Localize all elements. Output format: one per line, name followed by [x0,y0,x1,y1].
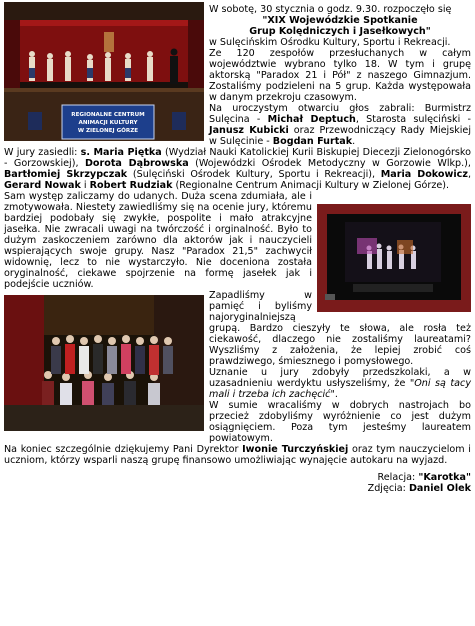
paragraph-opening: Na uroczystym otwarciu głos zabrali: Burmistrz Sulęcina - Michał Deptuch, Starosta sulęciński - Janusz Kubicki oraz Przewodniczący Rady Miejskiej w Sulęcinie - Bogdan Furtak. [209,103,471,147]
stage-performance-photo [4,2,204,141]
paragraph-jury: W jury zasiedli: s. Maria Piętka (Wydział Nauki Katolickiej Kurii Biskupiej Diecezji Zielonogórsko - Gorzowskiej), Dorota Dąbrowska (Wojewódzki Ośrodek Metodyczny w Gorzowie Wlkp.), Bartłomiej Skrzypczak (Sulęciński Ośrodek Kultury, Sportu i Rekreacji), Maria Dokowicz, Gerard Nowak i Robert Rudziak (Regionalne Centrum Animacji Kultury w Zielonej Górze). [4,147,471,191]
performance-screen-photo [317,204,471,312]
credits-report: Relacja: "Karotka" [377,472,471,483]
paragraph-memory: Zapadliśmy w pamięć i byliśmy najoryginalniejszą grupą. Bardzo cieszyły te słowa, ale rosła też ciekawość, dlaczego nie zostaliśmy laureatami? Wyszliśmy z założenia, że lepiej zrobić coś prawdziwego, śmiesznego i pomysłowego. [209,290,471,367]
credits-photos: Zdjęcia: Daniel Olek [367,483,471,494]
paragraph-performance: Sam występ zaliczamy do udanych. Duża scena zdumiała, ale i zmotywowała. Niestety zawiedliśmy się na ocenie jury, któremu bardziej podobały się zwykłe, pospolite i mało atrakcyjne jasełka. Nie zwracali uwagi na twórczość i orginalność. Było to dużym zaskoczeniem zarówno dla aktorów jak i nauczycieli wspierających swoje grupy. Nasz "Paradox 21,5" zachwycił widownię, lecz to nie wystarczyło. Nie doceniona została oryginalność, ciekawe spojrzenie na formę jasełek jak i podejście uczniów. [4,191,312,290]
paragraph-venue: w Sulęcińskim Ośrodku Kultury, Sportu i Rekreacji. [209,37,451,48]
event-title: "XIX Wojewódzkie Spotkanie Grup Kolędniczych i Jasełkowych" [249,15,431,37]
group-photo [4,295,204,431]
paragraph-selection: Ze 120 zespołów przesłuchanych w całym województwie wybrano tylko 18. W tym i grupę aktorską "Paradox 21 i Pół" z naszego Gimnazjum. Zostaliśmy podzieleni na 5 grup. Każda występowała w danym przekroju czasowym. [209,48,471,103]
banner-line-2: ANIMACJI KULTURY [78,120,138,126]
banner-line-3: W ZIELONEJ GÓRZE [77,128,139,134]
banner-line-1: REGIONALNE CENTRUM [71,112,145,118]
paragraph-intro: W sobotę, 30 stycznia o godz. 9.30. rozpoczęło się [209,4,452,15]
paragraph-summary: W sumie wracaliśmy w dobrych nastrojach bo przecież zdobyliśmy wyróżnienie co jest dużym osiągnięciem. Poza tym jesteśmy laureatem powiatowym. [209,400,471,444]
paragraph-thanks: Na koniec szczególnie dziękujemy Pani Dyrektor Iwonie Turczyńskiej oraz tym nauczycielom i uczniom, którzy wsparli naszą grupę finansowo umożliwiając wynajęcie autokaru na wyjazd. [4,444,471,466]
paragraph-verdict: Uznanie u jury zdobyły przedszkolaki, a w uzasadnieniu werdyktu usłyszeliśmy, że "Oni są tacy mali i trzeba ich zachęcić". [209,367,471,400]
